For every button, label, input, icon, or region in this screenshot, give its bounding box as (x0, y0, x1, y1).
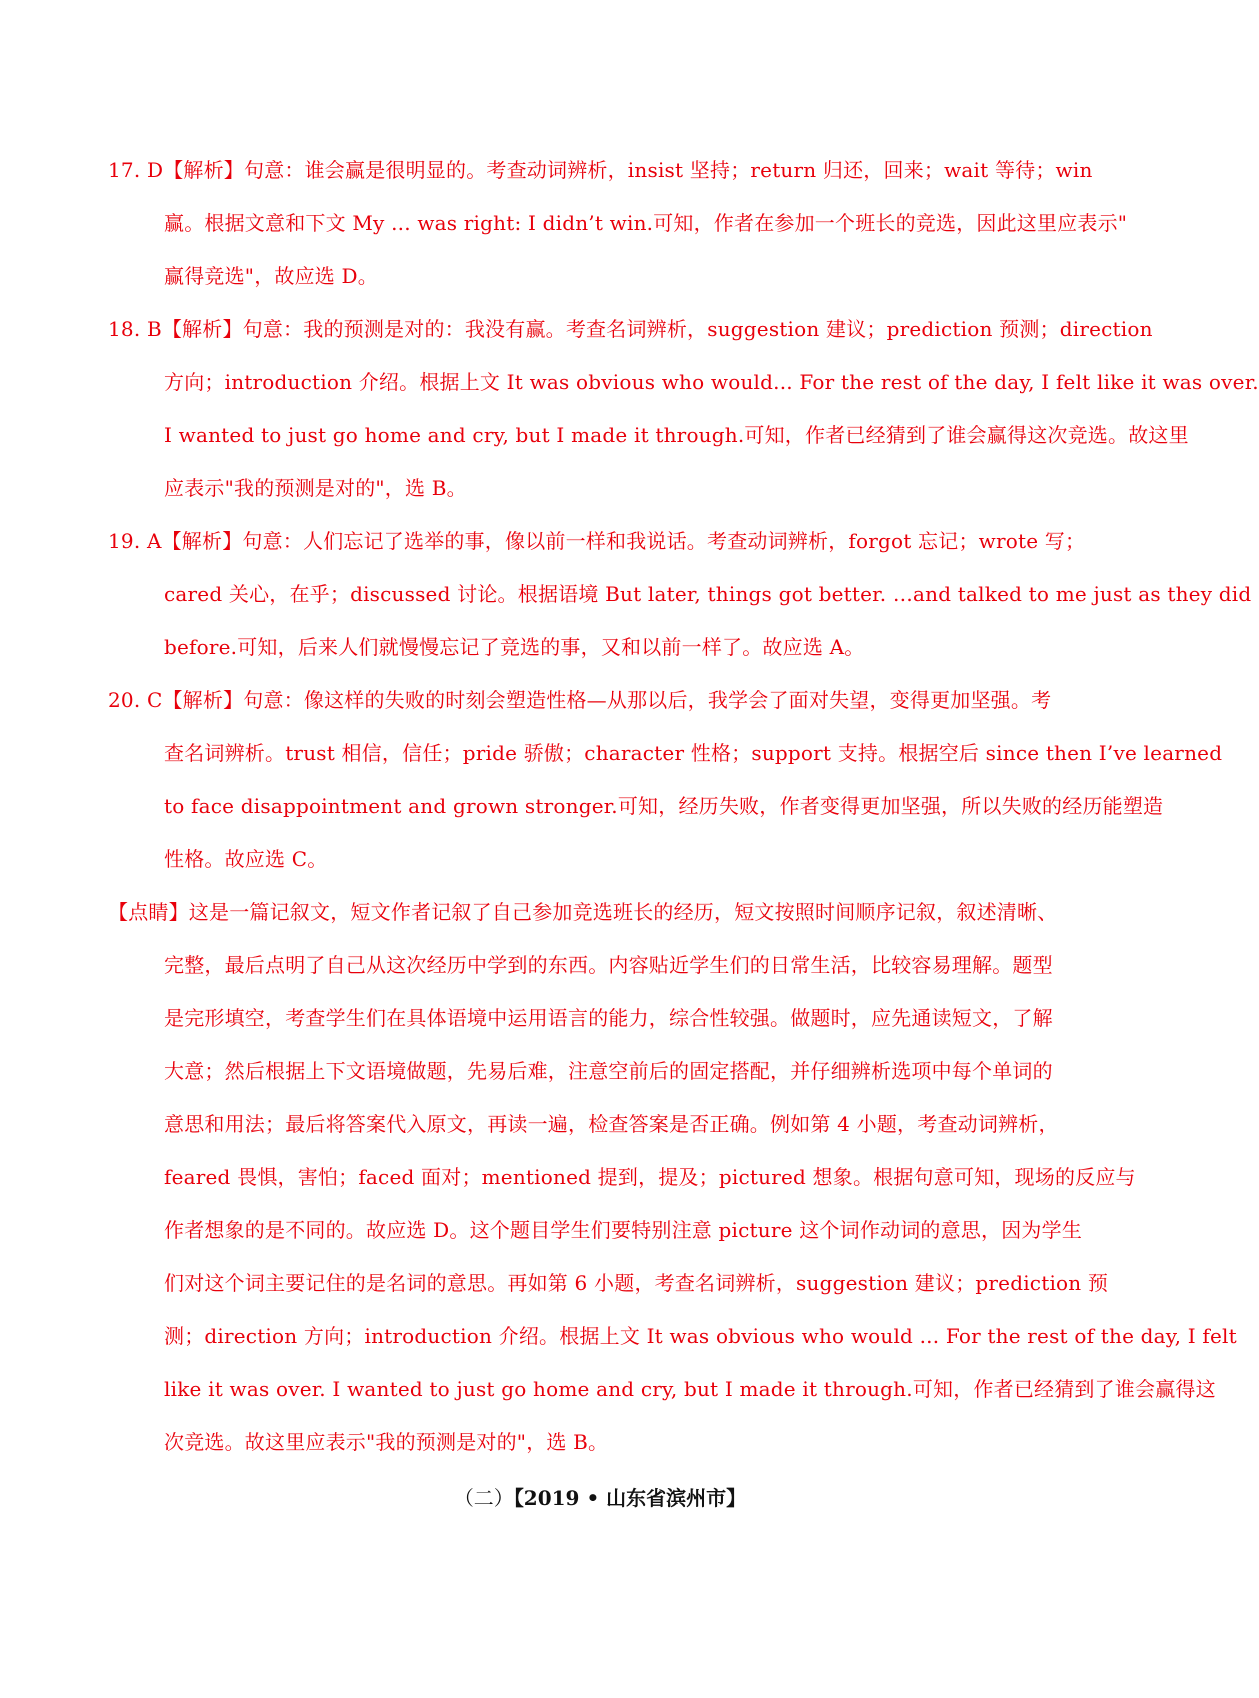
answer-19 (108, 515, 1252, 674)
answer-line: I wanted to just go home and cry, but I made it through.可知，作者已经猜到了谁会赢得这次竞选。故这里 (164, 423, 1189, 447)
dianjing-section (108, 886, 1237, 1469)
section-label: 【2019 • 山东省滨州市】 (513, 1486, 747, 1510)
dianjing-line: 测；direction 方向；introduction 介绍。根据上文 It was obvious who would ... For the rest of the day, I felt (164, 1324, 1237, 1348)
section-heading (0, 1472, 1200, 1525)
answer-line: 性格。故应选 C。 (164, 847, 328, 871)
answer-line: before.可知，后来人们就慢慢忘记了竞选的事，又和以前一样了。故应选 A。 (164, 635, 865, 659)
dianjing-line: feared 畏惧，害怕；faced 面对；mentioned 提到，提及；pictured 想象。根据句意可知，现场的反应与 (164, 1165, 1136, 1189)
answer-20 (108, 674, 1223, 886)
answer-line: to face disappointment and grown stronger.可知，经历失败，作者变得更加坚强，所以失败的经历能塑造 (164, 794, 1164, 818)
answer-line: 赢得竞选"，故应选 D。 (164, 264, 378, 288)
section-prefix: （二） (453, 1486, 514, 1510)
answer-line: 18. B【解析】句意：我的预测是对的：我没有赢。考查名词辨析，suggestion 建议；prediction 预测；direction (108, 317, 1153, 341)
answer-line: 方向；introduction 介绍。根据上文 It was obvious who would... For the rest of the day, I felt like it was over. (164, 370, 1259, 394)
answer-18 (108, 303, 1259, 515)
answer-line: 应表示"我的预测是对的"，选 B。 (164, 476, 467, 500)
dianjing-line: 次竞选。故这里应表示"我的预测是对的"，选 B。 (164, 1430, 609, 1454)
dianjing-line: 大意；然后根据上下文语境做题，先易后难，注意空前后的固定搭配，并仔细辨析选项中每个单词的 (164, 1059, 1053, 1083)
answer-17 (108, 144, 1128, 303)
answer-line: 查名词辨析。trust 相信，信任；pride 骄傲；character 性格；support 支持。根据空后 since then I’ve learned (164, 741, 1223, 765)
dianjing-line: like it was over. I wanted to just go home and cry, but I made it through.可知，作者已经猜到了谁会赢得这 (164, 1377, 1216, 1401)
answer-line: 19. A【解析】句意：人们忘记了选举的事，像以前一样和我说话。考查动词辨析，forgot 忘记；wrote 写； (108, 529, 1086, 553)
answer-line: 赢。根据文意和下文 My ... was right: I didn’t win.可知，作者在参加一个班长的竞选，因此这里应表示" (164, 211, 1128, 235)
dianjing-line: 们对这个词主要记住的是名词的意思。再如第 6 小题，考查名词辨析，suggestion 建议；prediction 预 (164, 1271, 1109, 1295)
dianjing-line: 作者想象的是不同的。故应选 D。这个题目学生们要特别注意 picture 这个词作动词的意思，因为学生 (164, 1218, 1083, 1242)
answer-line: cared 关心，在乎；discussed 讨论。根据语境 But later, things got better. …and talked to me just as they did (164, 582, 1252, 606)
dianjing-line: 是完形填空，考查学生们在具体语境中运用语言的能力，综合性较强。做题时，应先通读短文，了解 (164, 1006, 1053, 1030)
dianjing-line: 意思和用法；最后将答案代入原文，再读一遍，检查答案是否正确。例如第 4 小题，考查动词辨析， (164, 1112, 1059, 1136)
dianjing-line: 完整，最后点明了自己从这次经历中学到的东西。内容贴近学生们的日常生活，比较容易理解。题型 (164, 953, 1053, 977)
answer-line: 17. D【解析】句意：谁会赢是很明显的。考查动词辨析，insist 坚持；return 归还，回来；wait 等待；win (108, 158, 1093, 182)
dianjing-line: 【点睛】这是一篇记叙文，短文作者记叙了自己参加竞选班长的经历，短文按照时间顺序记叙，叙述清晰、 (108, 900, 1058, 924)
answer-line: 20. C【解析】句意：像这样的失败的时刻会塑造性格—从那以后，我学会了面对失望，变得更加坚强。考 (108, 688, 1052, 712)
